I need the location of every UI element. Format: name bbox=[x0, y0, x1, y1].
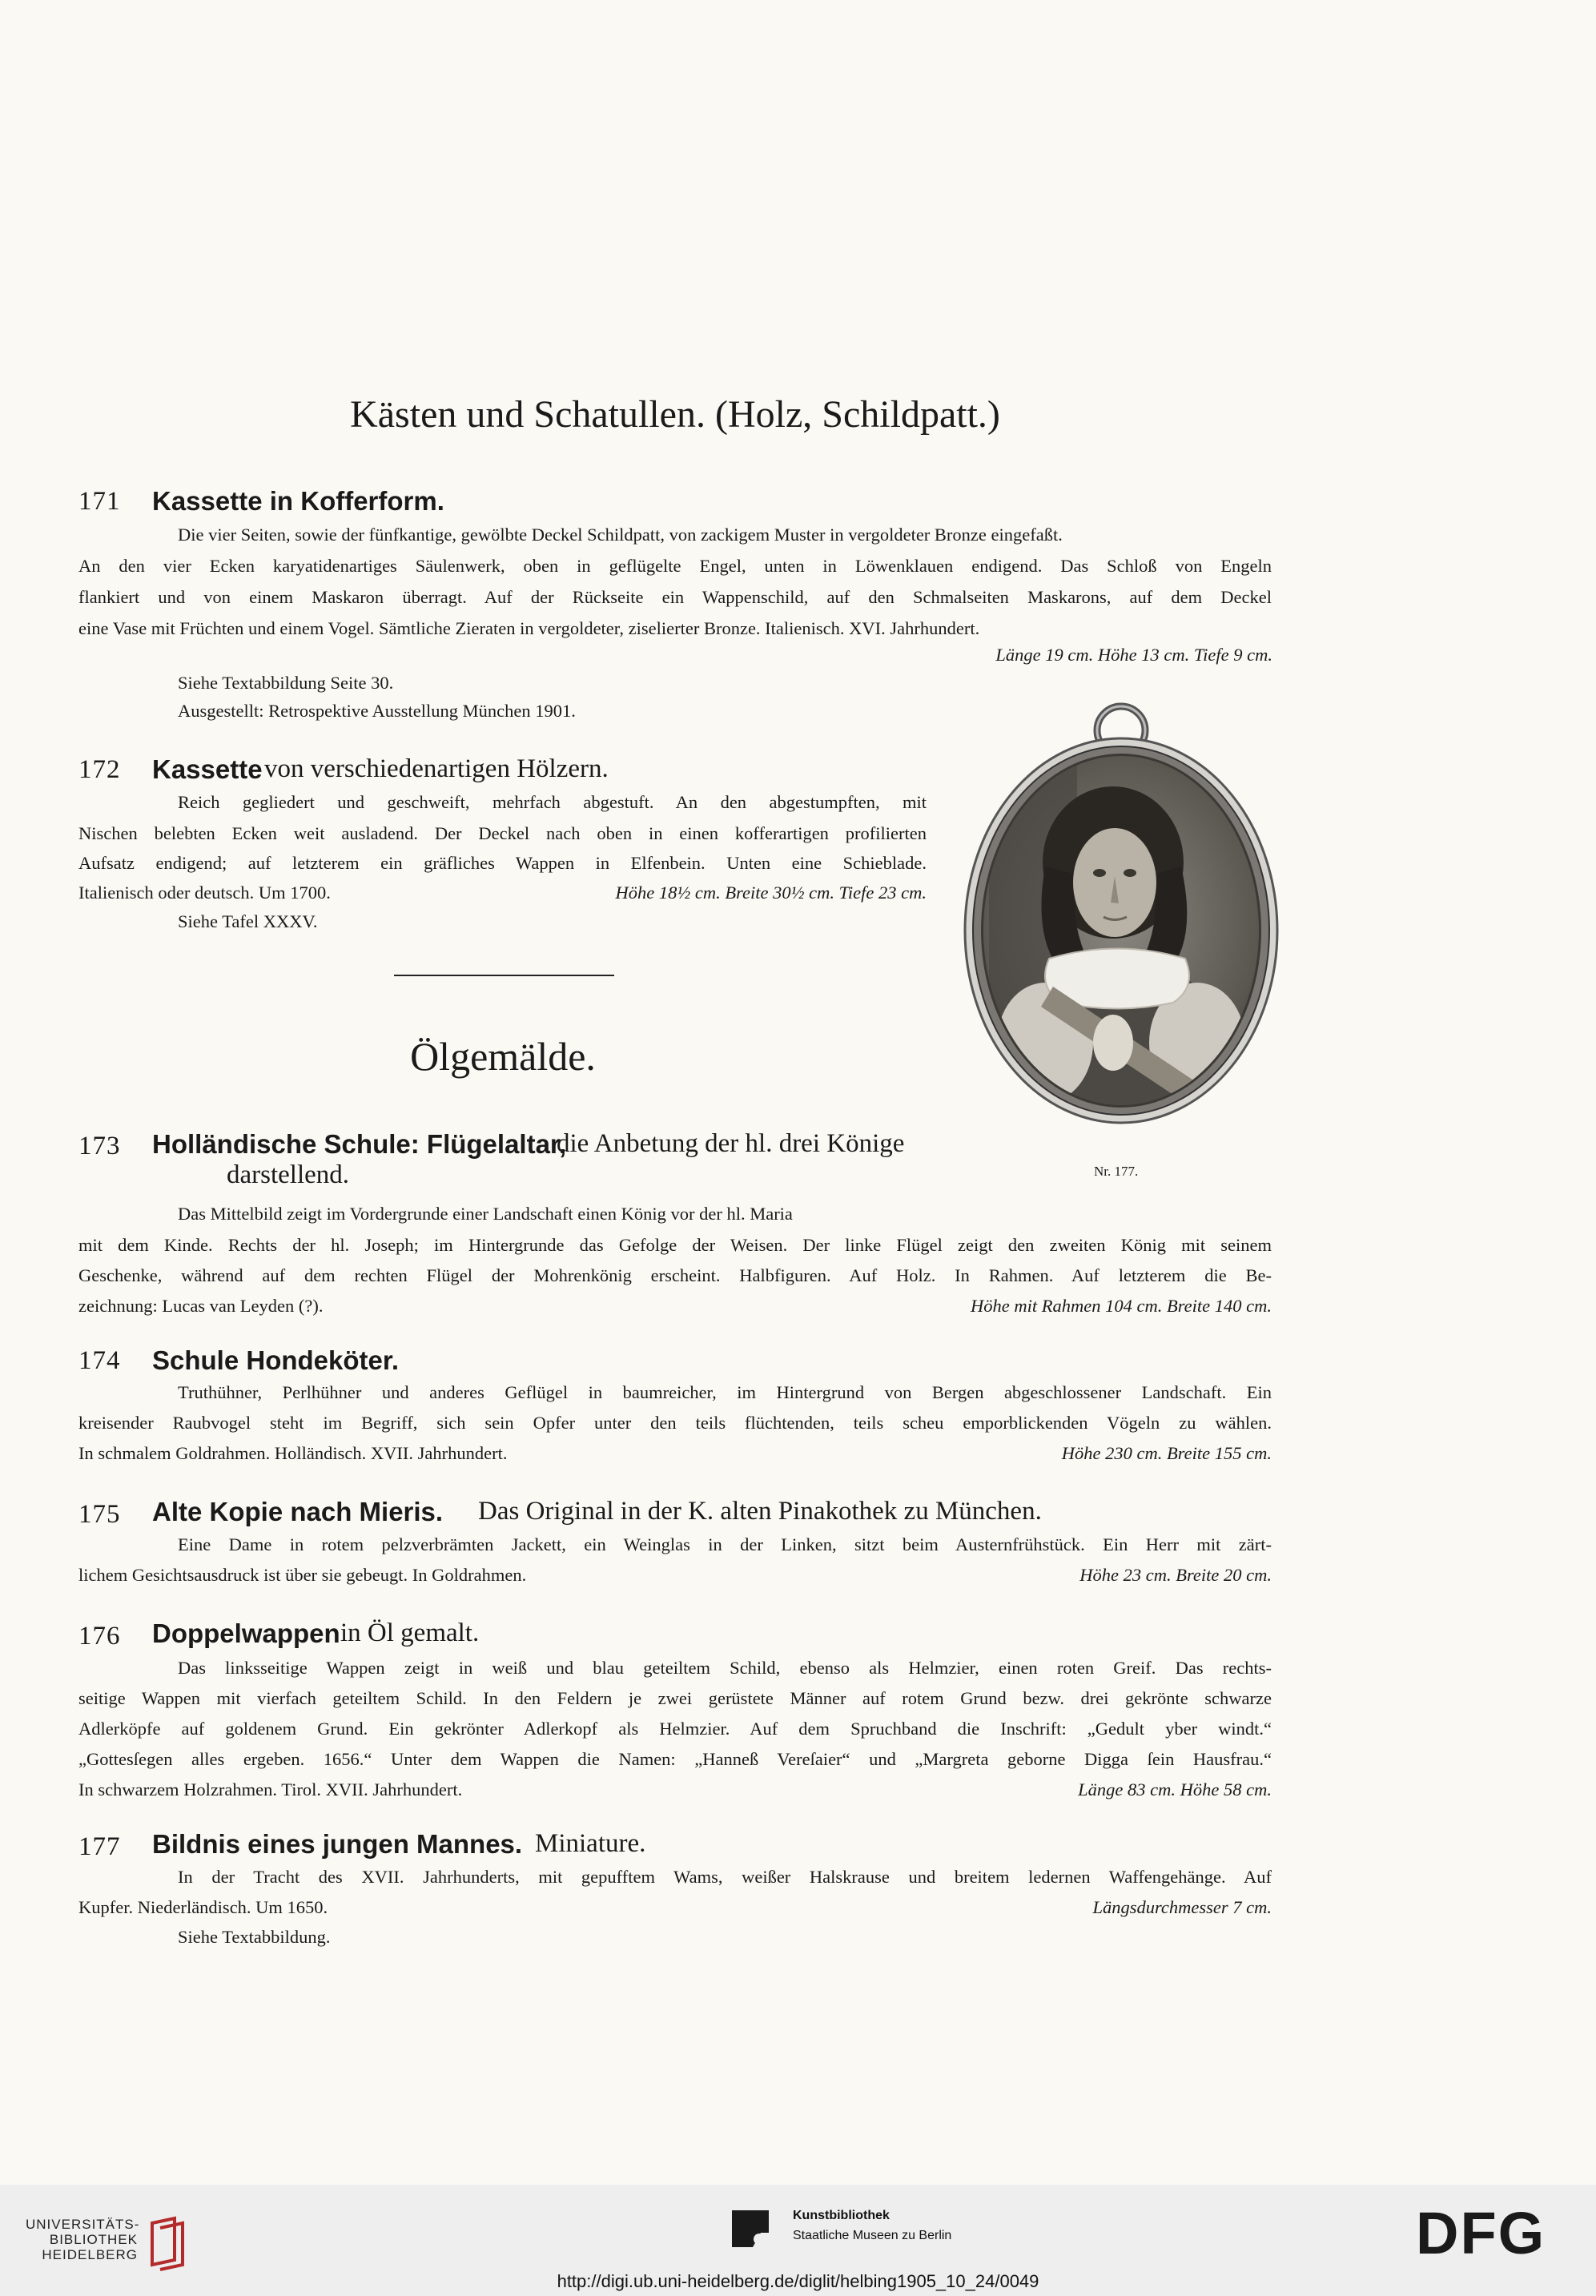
entry-note: Siehe Textabbildung Seite 30. bbox=[178, 673, 394, 693]
entry-number: 171 bbox=[78, 487, 121, 516]
entry-text-line: Geschenke, während auf dem rechten Flügel der Mohrenkönig erscheint. Halbfiguren. Auf Holz. In Rahmen. Auf letzterem die Be- bbox=[78, 1265, 1272, 1285]
entry-text-line: Reich gegliedert und geschweift, mehrfach abgestuft. An den abgestumpften, mit bbox=[178, 792, 927, 812]
entry-text-line: An den vier Ecken karyatidenartiges Säulenwerk, oben in geflügelte Engel, unten in Löwenklauen endigend. Das Schloß von Engeln bbox=[78, 556, 1272, 576]
entry-dimensions: Höhe 230 cm. Breite 155 cm. bbox=[1061, 1443, 1272, 1463]
logo-line: UNIVERSITÄTS- bbox=[26, 2217, 140, 2232]
entry-text-line: Das linksseitige Wappen zeigt in weiß und blau geteiltem Schild, ebenso als Helmzier, einen roten Greif. Das rechts- bbox=[178, 1658, 1272, 1678]
entry-title: Holländische Schule: Flügelaltar, bbox=[152, 1129, 567, 1159]
source-url-link[interactable]: http://digi.ub.uni-heidelberg.de/diglit/helbing1905_10_24/0049 bbox=[557, 2271, 1039, 2291]
entry-text-line: Truthühner, Perlhühner und anderes Geflügel in baumreicher, im Hintergrund von Bergen abgeschlossener Landschaft. Ein bbox=[178, 1382, 1272, 1402]
entry-number: 173 bbox=[78, 1132, 121, 1160]
kunstbibliothek-subtitle: Staatliche Museen zu Berlin bbox=[793, 2229, 952, 2242]
entry-text-line: Nischen belebten Ecken weit ausladend. Der Deckel nach oben in einen kofferartigen profilierten bbox=[78, 823, 927, 843]
entry-subtitle: Miniature. bbox=[535, 1829, 646, 1858]
entry-text-line: Eine Dame in rotem pelzverbrämten Jackett, ein Weinglas in der Linken, sitzt beim Austernfrühstück. Ein Herr mit zärt- bbox=[178, 1534, 1272, 1554]
entry-note: Siehe Textabbildung. bbox=[178, 1927, 331, 1947]
entry-dimensions: Längsdurchmesser 7 cm. bbox=[1092, 1897, 1272, 1917]
figure-caption: Nr. 177. bbox=[1094, 1164, 1139, 1179]
entry-title: Doppelwappen bbox=[152, 1618, 340, 1648]
entry-text-line: zeichnung: Lucas van Leyden (?). bbox=[78, 1296, 324, 1316]
entry-text-line: eine Vase mit Früchten und einem Vogel. Sämtliche Zieraten in vergoldeter, ziselierter Bronze. Italienisch. XVI. Jahrhundert. bbox=[78, 618, 980, 638]
logo-line: BIBLIOTHEK bbox=[49, 2232, 138, 2247]
entry-text-line: mit dem Kinde. Rechts der hl. Joseph; im Hintergrunde das Gefolge der Weisen. Der linke Flügel zeigt den zweiten König mit seinem bbox=[78, 1235, 1272, 1255]
entry-number: 174 bbox=[78, 1346, 121, 1375]
entry-text-line: Die vier Seiten, sowie der fünfkantige, gewölbte Deckel Schildpatt, von zackigem Muster in vergoldeter Bronze eingefaßt. bbox=[178, 525, 1063, 545]
section-divider bbox=[394, 975, 614, 976]
entry-title: Schule Hondeköter. bbox=[152, 1345, 400, 1375]
entry-number: 177 bbox=[78, 1832, 121, 1861]
entry-text-line: flankiert und von einem Maskaron überragt. Auf der Rückseite ein Wappenschild, auf den Schmalseiten Maskarons, auf dem Deckel bbox=[78, 587, 1272, 607]
entry-text-line: Kupfer. Niederländisch. Um 1650. bbox=[78, 1897, 328, 1917]
entry-text-line: seitige Wappen mit vierfach geteiltem Schild. In den Feldern je zwei gerüstete Männer auf rotem Grund bezw. drei gekrönte schwarze bbox=[78, 1688, 1272, 1708]
entry-subtitle: in Öl gemalt. bbox=[340, 1618, 480, 1647]
entry-text-line: Aufsatz endigend; auf letzterem ein gräfliches Wappen in Elfenbein. Unten eine Schieblade. bbox=[78, 853, 927, 873]
logo-line: HEIDELBERG bbox=[42, 2247, 138, 2262]
entry-subtitle: Das Original in der K. alten Pinakothek zu München. bbox=[478, 1497, 1042, 1526]
section-heading-oelgemaelde: Ölgemälde. bbox=[410, 1034, 596, 1079]
entry-dimensions: Länge 19 cm. Höhe 13 cm. Tiefe 9 cm. bbox=[995, 645, 1272, 665]
miniature-portrait-figure bbox=[957, 698, 1285, 1131]
entry-text-line: Das Mittelbild zeigt im Vordergrunde einer Landschaft einen König vor der hl. Maria bbox=[178, 1204, 793, 1224]
kunstbibliothek-title: Kunstbibliothek bbox=[793, 2209, 890, 2222]
entry-note: Siehe Tafel XXXV. bbox=[178, 911, 318, 931]
entry-title: Alte Kopie nach Mieris. bbox=[152, 1497, 444, 1526]
heidelberg-logo-text bbox=[26, 2217, 138, 2262]
entry-title: Kassette bbox=[152, 754, 263, 784]
heidelberg-library-icon bbox=[144, 2215, 192, 2271]
entry-number: 175 bbox=[78, 1500, 121, 1529]
entry-number: 172 bbox=[78, 755, 121, 784]
entry-note: Ausgestellt: Retrospektive Ausstellung München 1901. bbox=[178, 701, 576, 721]
entry-text-line: Adlerköpfe auf goldenem Grund. Ein gekrönter Adlerkopf als Helmzier. Auf dem Spruchband die Inschrift: „Gedult yber windt.“ bbox=[78, 1719, 1272, 1739]
entry-text-line: In der Tracht des XVII. Jahrhunderts, mit gepufftem Wams, weißer Halskrause und breitem ledernen Waffengehänge. Auf bbox=[178, 1867, 1272, 1887]
entry-subtitle: von verschiedenartigen Hölzern. bbox=[264, 754, 609, 783]
entry-text-line: In schwarzem Holzrahmen. Tirol. XVII. Jahrhundert. bbox=[78, 1779, 463, 1799]
entry-text-line: kreisender Raubvogel steht im Begriff, sich sein Opfer unter den teils flüchtenden, teils scheu emporblickenden Vögeln zu wählen. bbox=[78, 1413, 1272, 1433]
entry-dimensions: Höhe mit Rahmen 104 cm. Breite 140 cm. bbox=[971, 1296, 1272, 1316]
footer-bar bbox=[0, 2185, 1596, 2296]
entry-text-line: „Gottesſegen alles ergeben. 1656.“ Unter dem Wappen die Namen: „Hanneß Vereſaier“ und „Margreta geborne Digga ſein Hausfrau.“ bbox=[78, 1749, 1272, 1769]
entry-title: Bildnis eines jungen Mannes. bbox=[152, 1829, 523, 1859]
entry-text-line: lichem Gesichtsausdruck ist über sie gebeugt. In Goldrahmen. bbox=[78, 1565, 527, 1585]
entry-text-line: Italienisch oder deutsch. Um 1700. bbox=[78, 883, 331, 903]
section-heading-kaesten: Kästen und Schatullen. (Holz, Schildpatt.) bbox=[350, 393, 1000, 436]
entry-subtitle: darstellend. bbox=[227, 1160, 350, 1189]
entry-number: 176 bbox=[78, 1622, 121, 1651]
dfg-logo: DFG bbox=[1416, 2200, 1546, 2266]
entry-text-line: In schmalem Goldrahmen. Holländisch. XVII. Jahrhundert. bbox=[78, 1443, 508, 1463]
entry-dimensions: Höhe 18½ cm. Breite 30½ cm. Tiefe 23 cm. bbox=[615, 883, 927, 903]
entry-subtitle: die Anbetung der hl. drei Könige bbox=[557, 1129, 905, 1158]
entry-dimensions: Länge 83 cm. Höhe 58 cm. bbox=[1078, 1779, 1272, 1799]
kunstbibliothek-logo-icon bbox=[729, 2207, 772, 2250]
entry-dimensions: Höhe 23 cm. Breite 20 cm. bbox=[1079, 1565, 1272, 1585]
entry-title: Kassette in Kofferform. bbox=[152, 486, 444, 516]
